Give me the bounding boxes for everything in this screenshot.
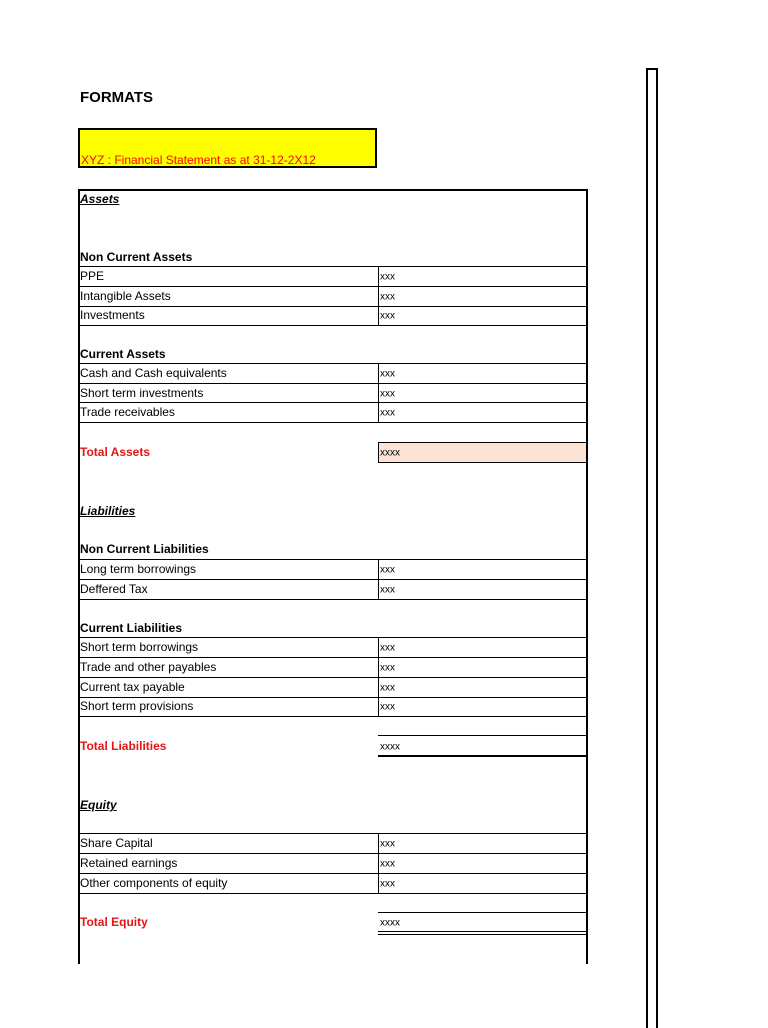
grid-line (78, 697, 587, 698)
grid-line (78, 716, 587, 717)
liability-row-label: Long term borrowings (80, 562, 197, 576)
total-assets-value: xxxx (380, 447, 400, 459)
asset-row-label: Cash and Cash equivalents (80, 366, 227, 380)
grid-line (78, 325, 587, 326)
liability-row-label: Short term provisions (80, 699, 194, 713)
page-heading: FORMATS (80, 89, 154, 106)
grid-line (78, 599, 587, 600)
asset-row-label: PPE (80, 269, 105, 283)
grid-line (78, 893, 587, 894)
equity-row-label: Retained earnings (80, 856, 178, 870)
liability-row-value: xxx (380, 662, 395, 674)
column-divider (378, 442, 379, 463)
total-liabilities-label: Total Liabilities (80, 739, 167, 753)
column-divider (378, 266, 379, 325)
total-assets-label: Total Assets (80, 445, 151, 459)
grid-line (78, 579, 587, 580)
total-cell-border (378, 912, 587, 913)
statement-title-box (78, 128, 377, 168)
current-liabilities-label: Current Liabilities (80, 621, 183, 635)
non-current-assets-label: Non Current Assets (80, 250, 193, 264)
total-cell-border (378, 735, 587, 736)
column-divider (378, 637, 379, 716)
total-cell-border (378, 934, 587, 935)
total-cell-border (378, 462, 587, 463)
asset-row-label: Short term investments (80, 386, 204, 400)
liability-row-value: xxx (380, 701, 395, 713)
total-assets-highlight (379, 443, 586, 463)
liability-row-value: xxx (380, 642, 395, 654)
total-cell-border (378, 755, 587, 757)
liabilities-section-label: Liabilities (80, 504, 136, 518)
liability-row-value: xxx (380, 682, 395, 694)
equity-row-value: xxx (380, 858, 395, 870)
non-current-liabilities-label: Non Current Liabilities (80, 542, 209, 556)
asset-row-value: xxx (380, 310, 395, 322)
liability-row-label: Deffered Tax (80, 582, 148, 596)
equity-row-value: xxx (380, 878, 395, 890)
asset-row-label: Intangible Assets (80, 289, 171, 303)
total-liabilities-value: xxxx (380, 741, 400, 753)
grid-line (78, 873, 587, 874)
equity-row-label: Other components of equity (80, 876, 228, 890)
total-cell-border (378, 442, 587, 443)
asset-row-value: xxx (380, 388, 395, 400)
assets-section-label: Assets (80, 192, 120, 206)
asset-row-label: Trade receivables (80, 405, 175, 419)
column-divider (378, 363, 379, 422)
grid-line (78, 422, 587, 423)
total-cell-border (378, 931, 587, 932)
equity-section-label: Equity (80, 798, 117, 812)
grid-line (78, 853, 587, 854)
asset-row-value: xxx (380, 291, 395, 303)
grid-line (78, 363, 587, 364)
grid-line (78, 637, 587, 638)
grid-line (78, 677, 587, 678)
grid-line (78, 306, 587, 307)
grid-line (78, 657, 587, 658)
asset-row-value: xxx (380, 271, 395, 283)
total-equity-label: Total Equity (80, 915, 148, 929)
equity-row-value: xxx (380, 838, 395, 850)
grid-line (78, 402, 587, 403)
liability-row-value: xxx (380, 584, 395, 596)
grid-line (78, 286, 587, 287)
liability-row-label: Current tax payable (80, 680, 185, 694)
liability-row-label: Trade and other payables (80, 660, 217, 674)
right-border-frame (646, 68, 658, 1028)
statement-title: XYZ : Financial Statement as at 31-12-2X12 (81, 153, 316, 167)
grid-line (78, 383, 587, 384)
liability-row-label: Short term borrowings (80, 640, 199, 654)
column-divider (378, 833, 379, 893)
grid-line (78, 266, 587, 267)
equity-row-label: Share Capital (80, 836, 153, 850)
grid-line (78, 559, 587, 560)
asset-row-label: Investments (80, 308, 145, 322)
asset-row-value: xxx (380, 368, 395, 380)
column-divider (378, 559, 379, 599)
total-equity-value: xxxx (380, 917, 400, 929)
liability-row-value: xxx (380, 564, 395, 576)
grid-line (78, 833, 587, 834)
current-assets-label: Current Assets (80, 347, 166, 361)
asset-row-value: xxx (380, 407, 395, 419)
